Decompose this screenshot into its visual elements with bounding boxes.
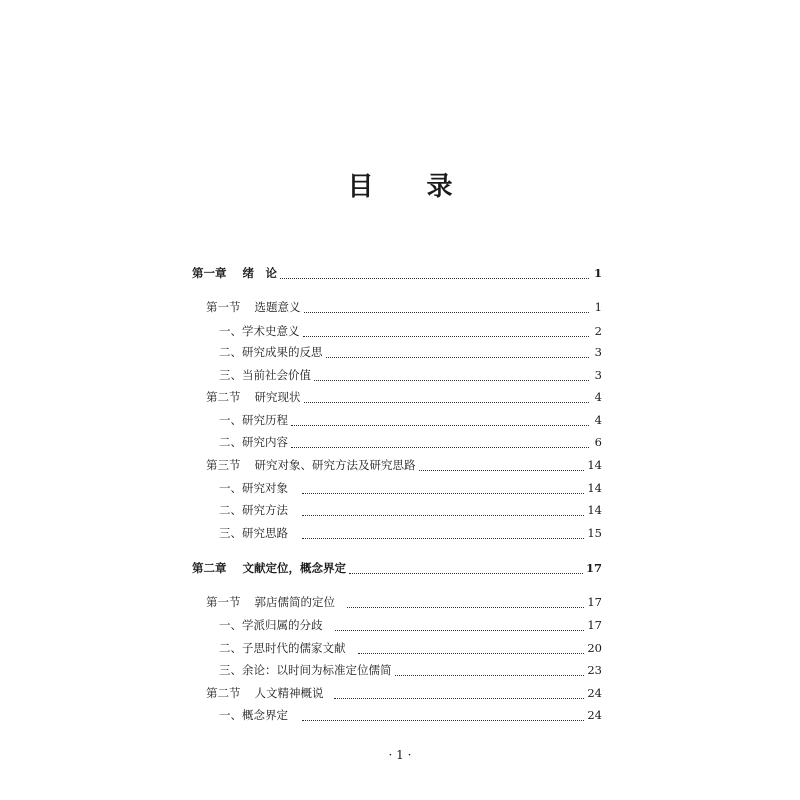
leader-dots xyxy=(334,686,585,699)
leader-dots xyxy=(349,561,583,574)
entry-page: 4 xyxy=(594,390,602,404)
toc-entry-section[interactable] xyxy=(206,455,602,475)
entry-page: 24 xyxy=(587,686,602,700)
leader-dots xyxy=(302,503,584,516)
leader-dots xyxy=(314,368,589,381)
entry-page: 20 xyxy=(587,641,602,655)
entry-label: 二、研究成果的反思 xyxy=(219,345,323,359)
leader-dots xyxy=(303,324,590,337)
entry-page: 14 xyxy=(587,503,602,517)
toc-entry-item[interactable] xyxy=(219,705,602,725)
entry-page: 17 xyxy=(585,561,602,575)
entry-number: 第二节 xyxy=(206,390,241,404)
leader-dots xyxy=(347,595,584,608)
toc-entry-chapter[interactable] xyxy=(192,263,602,283)
toc-entry-section[interactable] xyxy=(206,592,602,612)
leader-dots xyxy=(419,458,585,471)
leader-dots xyxy=(304,390,590,403)
entry-label: 文献定位，概念界定 xyxy=(242,561,346,575)
entry-label: 二、研究方法 xyxy=(219,503,288,517)
entry-label: 三、余论：以时间为标准定位儒简 xyxy=(219,663,392,677)
leader-dots xyxy=(304,300,590,313)
leader-dots xyxy=(358,641,585,654)
entry-page: 3 xyxy=(594,368,602,382)
toc-entry-section[interactable] xyxy=(206,297,602,317)
leader-dots xyxy=(280,266,589,279)
leader-dots xyxy=(302,481,584,494)
entry-page: 1 xyxy=(594,300,602,314)
toc-entry-item[interactable] xyxy=(219,478,602,498)
entry-label: 研究对象、研究方法及研究思路 xyxy=(254,458,416,472)
leader-dots xyxy=(291,413,589,426)
leader-dots xyxy=(302,708,584,721)
leader-dots xyxy=(302,526,584,539)
entry-page: 6 xyxy=(594,435,602,449)
page-title: 目 录 xyxy=(347,172,475,202)
entry-label: 二、研究内容 xyxy=(219,435,288,449)
entry-label: 一、研究历程 xyxy=(219,413,288,427)
entry-label: 研究现状 xyxy=(254,390,301,404)
toc-entry-section[interactable] xyxy=(206,387,602,407)
entry-page: 4 xyxy=(594,413,602,427)
entry-page: 23 xyxy=(587,663,602,677)
toc-entry-item[interactable] xyxy=(219,321,602,341)
entry-label: 一、概念界定 xyxy=(219,708,288,722)
toc-entry-section[interactable] xyxy=(206,683,602,703)
entry-number: 第二节 xyxy=(206,686,241,700)
toc-entry-item[interactable] xyxy=(219,432,602,452)
entry-label: 选题意义 xyxy=(254,300,301,314)
entry-label: 一、学派归属的分歧 xyxy=(219,618,323,632)
entry-page: 17 xyxy=(587,595,602,609)
entry-label: 郭店儒简的定位 xyxy=(254,595,335,609)
toc-entry-item[interactable] xyxy=(219,500,602,520)
entry-number: 第一节 xyxy=(206,300,241,314)
entry-page: 14 xyxy=(587,481,602,495)
entry-number: 第二章 xyxy=(192,561,227,575)
entry-page: 14 xyxy=(587,458,602,472)
entry-page: 1 xyxy=(593,266,602,280)
leader-dots xyxy=(291,435,589,448)
toc-entry-item[interactable] xyxy=(219,410,602,430)
toc-entry-item[interactable] xyxy=(219,365,602,385)
leader-dots xyxy=(395,663,585,676)
entry-page: 24 xyxy=(587,708,602,722)
entry-label: 一、学术史意义 xyxy=(219,324,300,338)
entry-label: 一、研究对象 xyxy=(219,481,288,495)
entry-page: 3 xyxy=(594,345,602,359)
entry-label: 三、当前社会价值 xyxy=(219,368,311,382)
toc-entry-item[interactable] xyxy=(219,342,602,362)
entry-page: 17 xyxy=(587,618,602,632)
entry-page: 15 xyxy=(587,526,602,540)
entry-label: 三、研究思路 xyxy=(219,526,288,540)
toc-entry-item[interactable] xyxy=(219,615,602,635)
toc-entry-item[interactable] xyxy=(219,523,602,543)
leader-dots xyxy=(335,618,585,631)
entry-number: 第一章 xyxy=(192,266,227,280)
toc-entry-item[interactable] xyxy=(219,660,602,680)
leader-dots xyxy=(326,345,590,358)
entry-label: 绪 论 xyxy=(242,266,277,280)
entry-page: 2 xyxy=(594,324,602,338)
toc-entry-item[interactable] xyxy=(219,638,602,658)
entry-number: 第三节 xyxy=(206,458,241,472)
page-number-footer: · 1 · xyxy=(388,748,412,762)
entry-label: 人文精神概说 xyxy=(254,686,324,700)
toc-entry-chapter[interactable] xyxy=(192,558,602,578)
entry-number: 第一节 xyxy=(206,595,241,609)
entry-label: 二、子思时代的儒家文献 xyxy=(219,641,346,655)
